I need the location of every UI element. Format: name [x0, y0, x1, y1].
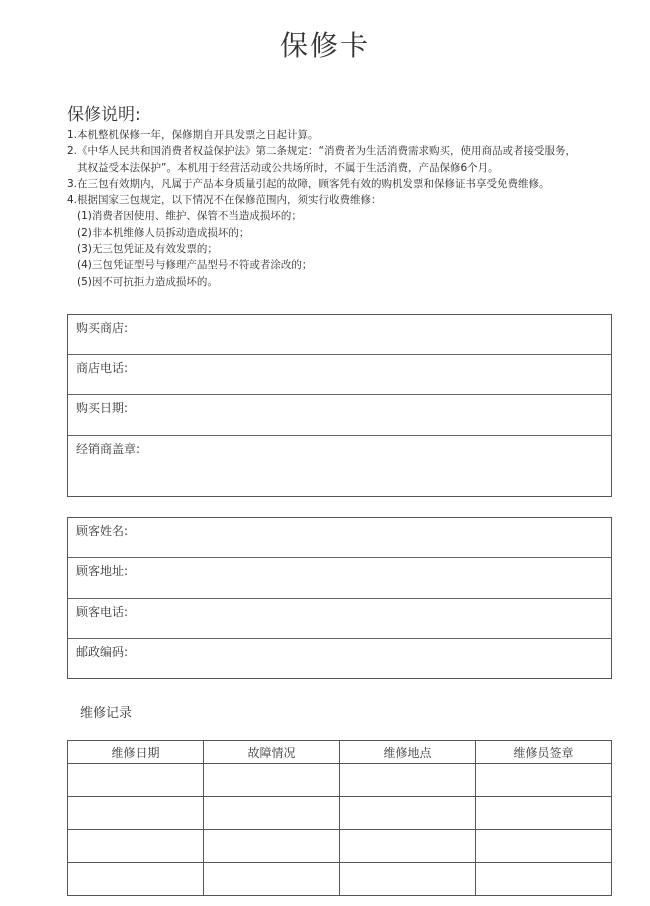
repair-record-heading: 维修记录: [80, 706, 133, 721]
note-line: 2.《中华人民共和国消费者权益保护法》第二条规定：“消费者为生活消费需求购买，使用商品或者接受服务，: [67, 145, 576, 158]
warranty-notes-heading: 保修说明:: [67, 105, 141, 125]
note-line: (5)因不可抗拒力造成损坏的。: [77, 275, 218, 288]
store-phone-field[interactable]: [68, 355, 611, 395]
table-cell[interactable]: [68, 797, 204, 830]
page-title: 保修卡: [279, 29, 370, 62]
customer-info-form: [67, 517, 612, 679]
table-cell[interactable]: [204, 764, 340, 797]
table-row: [68, 764, 612, 797]
column-header-fault: 故障情况: [204, 741, 340, 764]
table-cell[interactable]: [476, 830, 612, 863]
table-cell[interactable]: [204, 830, 340, 863]
column-header-technician-signature: 维修员签章: [476, 741, 612, 764]
customer-address-label: 顾客地址:: [76, 564, 129, 578]
table-cell[interactable]: [68, 764, 204, 797]
purchase-date-label: 购买日期:: [76, 401, 129, 415]
table-cell[interactable]: [476, 764, 612, 797]
table-cell[interactable]: [68, 863, 204, 896]
table-row: [68, 830, 612, 863]
table-row: [68, 863, 612, 896]
table-cell[interactable]: [68, 830, 204, 863]
note-line: 其权益受本法保护”。本机用于经营活动或公共场所时，不属于生活消费，产品保修6个月。: [77, 161, 499, 174]
postal-code-field[interactable]: [68, 639, 611, 678]
customer-phone-label: 顾客电话:: [76, 605, 129, 619]
table-cell[interactable]: [204, 797, 340, 830]
note-line: 1.本机整机保修一年，保修期自开具发票之日起计算。: [67, 129, 319, 141]
dealer-seal-label: 经销商盖章:: [76, 442, 141, 456]
note-line: (2)非本机维修人员拆动造成损坏的；: [77, 226, 250, 239]
customer-address-field[interactable]: [68, 558, 611, 599]
column-header-repair-location: 维修地点: [340, 741, 476, 764]
table-cell[interactable]: [340, 863, 476, 896]
note-line: 4.根据国家三包规定，以下情况不在保修范围内，须实行收费维修：: [67, 194, 382, 207]
note-line: (3)无三包凭证及有效发票的；: [77, 243, 218, 256]
customer-phone-field[interactable]: [68, 599, 611, 639]
table-cell[interactable]: [204, 863, 340, 896]
table-row: [68, 797, 612, 830]
repair-table-header: [68, 741, 612, 764]
dealer-info-form: [67, 314, 612, 497]
postal-code-label: 邮政编码:: [76, 645, 129, 659]
dealer-seal-field[interactable]: [68, 436, 611, 496]
note-line: 3.在三包有效期内，凡属于产品本身质量引起的故障，顾客凭有效的购机发票和保修证书享受免费维修。: [67, 177, 550, 190]
warranty-notes: [67, 127, 627, 290]
table-cell[interactable]: [340, 830, 476, 863]
purchase-date-field[interactable]: [68, 395, 611, 436]
store-phone-label: 商店电话:: [76, 361, 129, 375]
purchase-store-field[interactable]: [68, 315, 611, 355]
customer-name-label: 顾客姓名:: [76, 524, 129, 538]
note-line: (1)消费者因使用、维护、保管不当造成损坏的；: [77, 210, 302, 223]
table-cell[interactable]: [476, 863, 612, 896]
table-cell[interactable]: [340, 797, 476, 830]
column-header-repair-date: 维修日期: [68, 741, 204, 764]
table-cell[interactable]: [476, 797, 612, 830]
purchase-store-label: 购买商店:: [76, 321, 129, 335]
customer-name-field[interactable]: [68, 518, 611, 558]
note-line: (4)三包凭证型号与修理产品型号不符或者涂改的；: [77, 259, 313, 272]
repair-record-table: [67, 740, 612, 896]
table-cell[interactable]: [340, 764, 476, 797]
